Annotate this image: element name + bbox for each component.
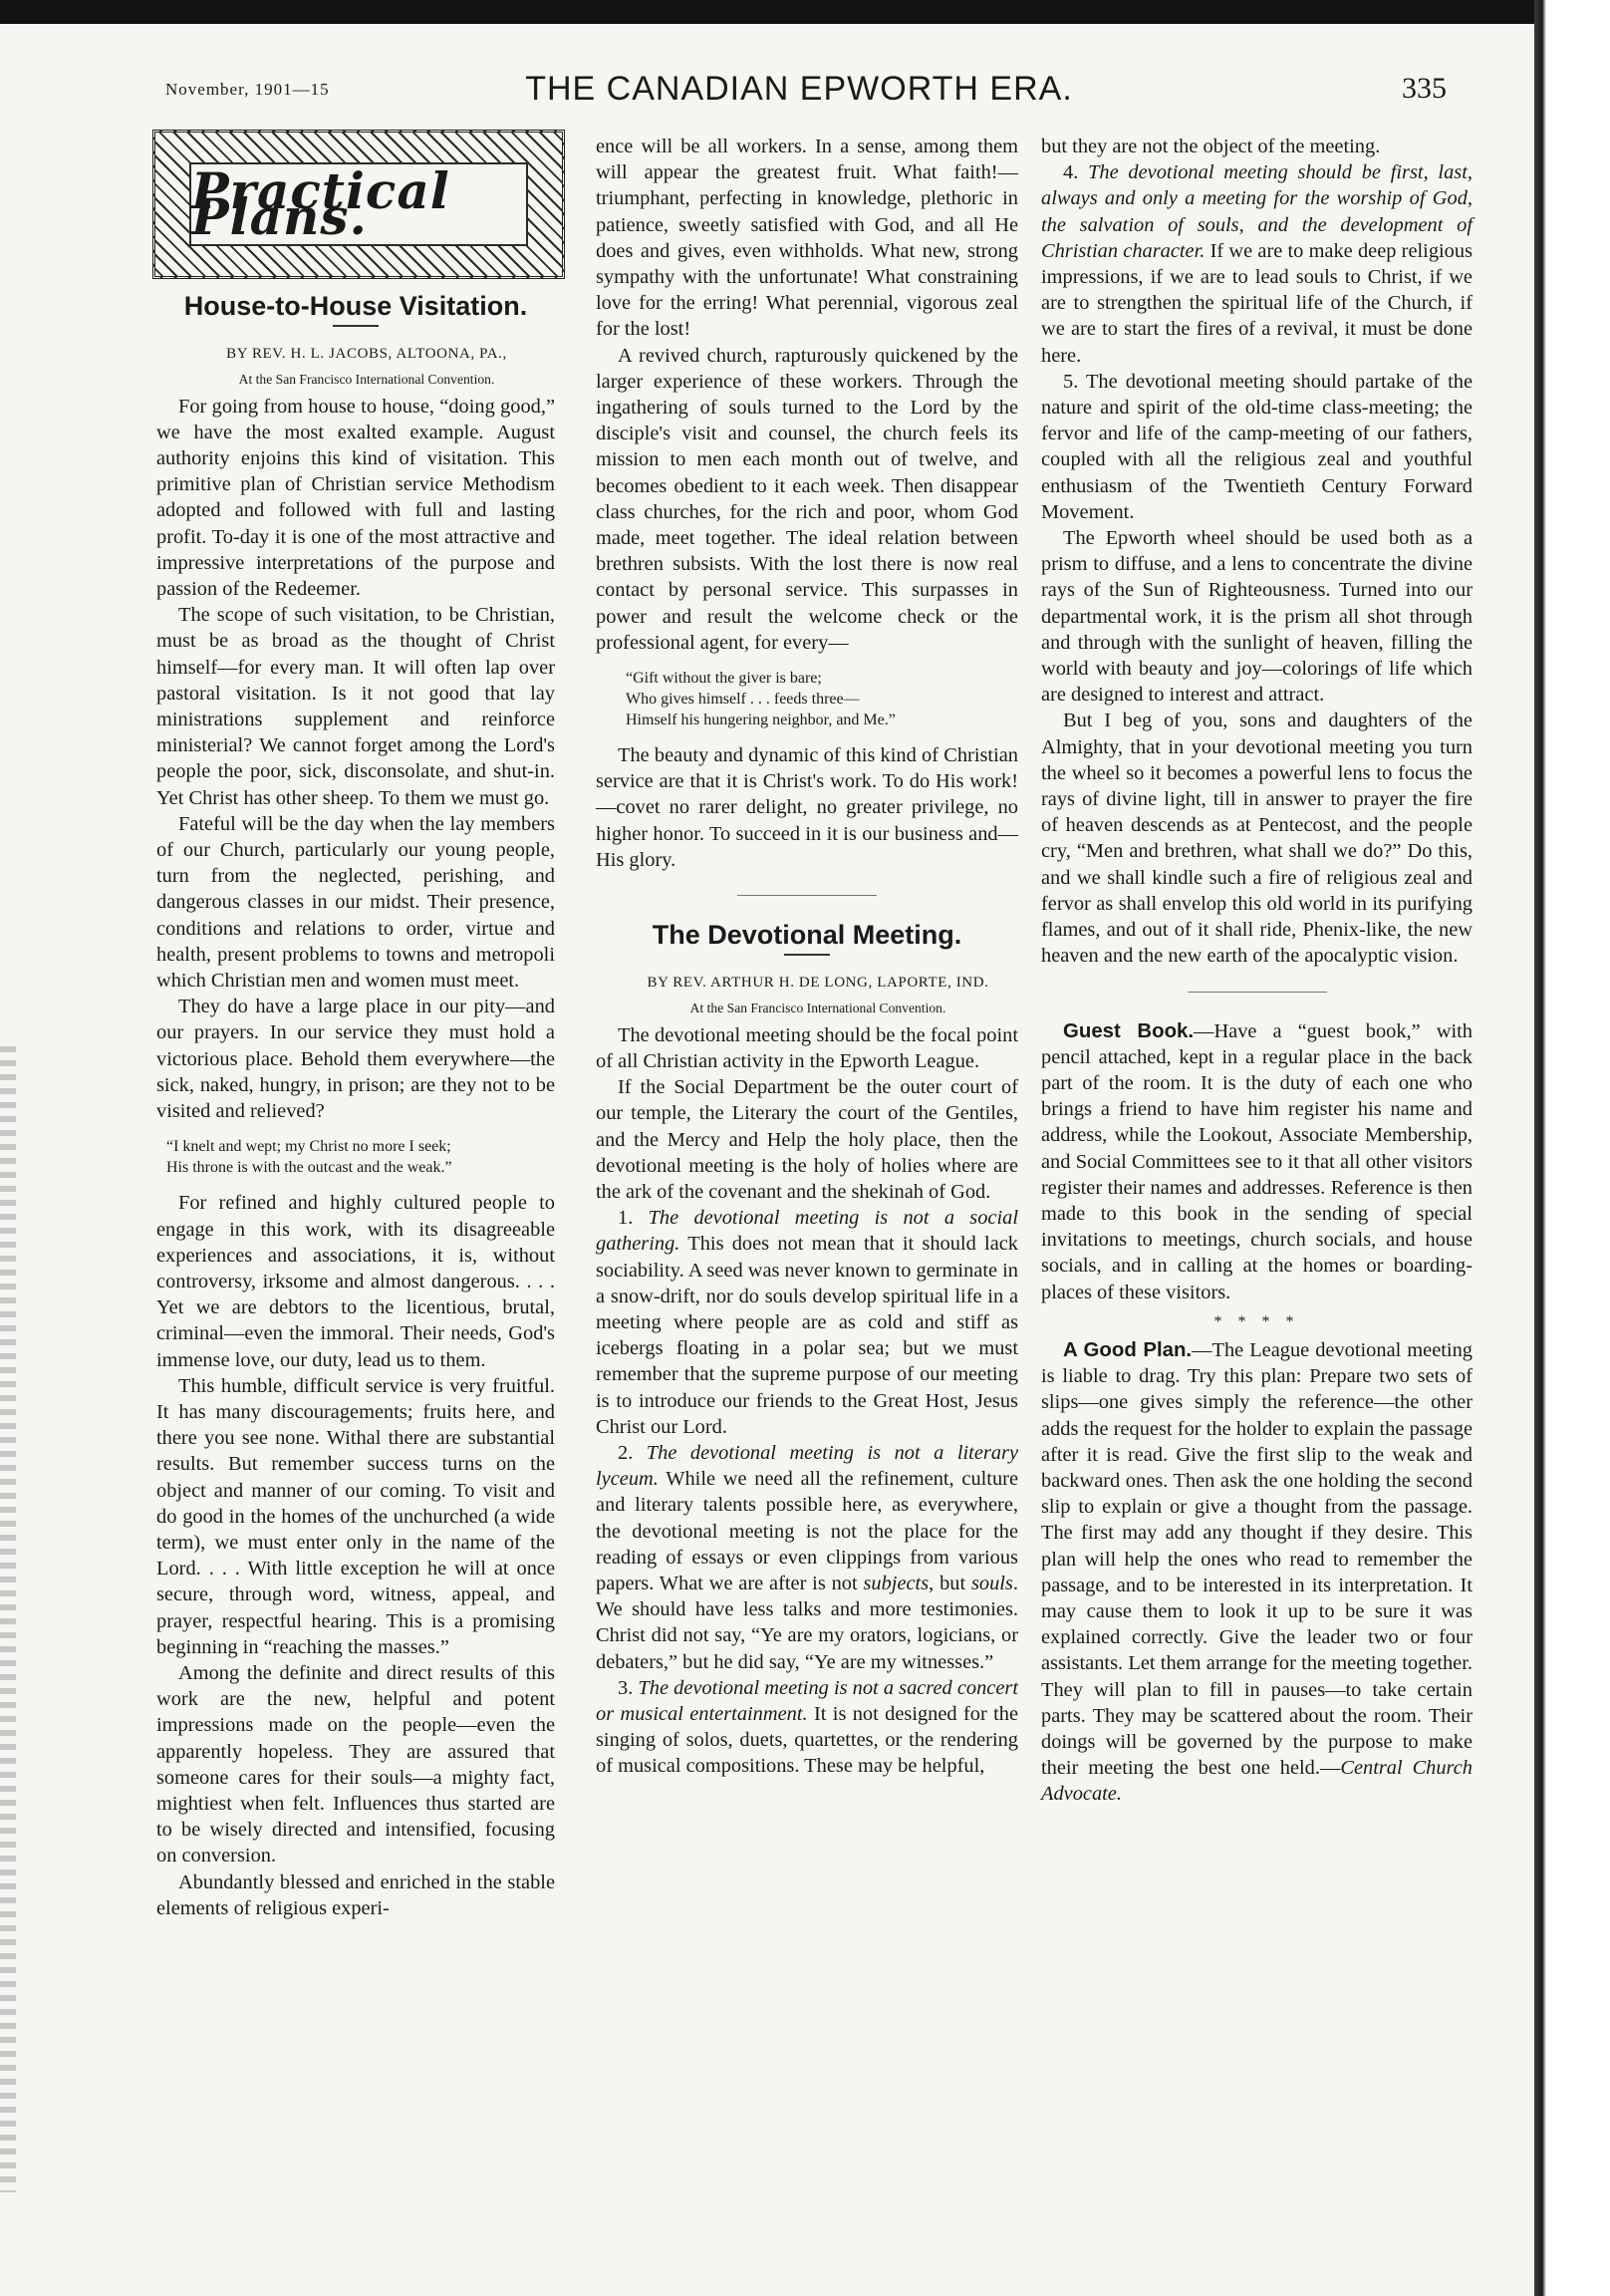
- paragraph: For going from house to house, “doing good,” we have the most exalted example. August authority enjoins this kind of visitation. This primitive plan of Christian service Methodism adopted and followed with full and lasting profit. To-day it is one of the most attractive and impressive interpretations of the purpose and passion of the Redeemer.: [156, 395, 555, 601]
- source-credit: Central Church Advocate.: [1041, 1757, 1473, 1806]
- article-title-house-visitation: House-to-House Visitation.: [183, 291, 528, 321]
- title-rule: [784, 954, 830, 956]
- column-3: [1041, 134, 1473, 1808]
- verse-line: Himself his hungering neighbor, and Me.”: [626, 712, 896, 729]
- article-divider: [737, 895, 877, 896]
- item-heading: A Good Plan.: [1063, 1338, 1193, 1361]
- paragraph: [596, 1440, 1018, 1675]
- article-title-devotional-meeting: The Devotional Meeting.: [652, 920, 962, 951]
- emphasis: The devotional meeting is not a sacred concert or musical entertainment.: [596, 1676, 1018, 1725]
- byline: BY REV. ARTHUR H. DE LONG, LAPORTE, IND.: [647, 975, 989, 992]
- paragraph-text: It is not designed for the singing of solos, duets, quartettes, or the rendering of musical compositions. These may be helpful,: [596, 1702, 1019, 1778]
- separator-stars: * * * *: [1213, 1312, 1300, 1330]
- paragraph: ence will be all workers. In a sense, among them will appear the greatest fruit. What faith!—triumphant, perfecting in knowledge, plethoric in patience, sweetly satisfied with God, and all He does and gives, even withholds. What new, strong sympathy with the unfortunate! What constraining love for the erring! What perennial, vigorous zeal for the lost!: [596, 136, 1018, 341]
- emphasis: The devotional meeting is not a social gathering.: [596, 1207, 1018, 1256]
- verse-line: “I knelt and wept; my Christ no more I seek;: [166, 1138, 451, 1156]
- column-2: [596, 134, 1018, 1780]
- verse-line: “Gift without the giver is bare;: [626, 670, 822, 688]
- paragraph: The scope of such visitation, to be Christian, must be as broad as the thought of Christ himself—for every man. It will often lap over pastoral visitation. Is it not good that lay ministrations supplement and reinforce ministerial? We cannot forget among the Lord's people the poor, sick, disconsolate, and shut-in. Yet Christ has other sheep. To them we must go.: [156, 604, 555, 809]
- byline: BY REV. H. L. JACOBS, ALTOONA, PA.,: [226, 346, 507, 363]
- verse-line: Who gives himself . . . feeds three—: [626, 691, 860, 709]
- paragraph: Fateful will be the day when the lay members of our Church, particularly our young people, turn from the neglected, perishing, and dangerous classes in our midst. Their presence, conditions and relations to order, virtue and health, present problems to towns and metropoli which Christian men and women must meet.: [156, 812, 555, 993]
- paragraph: The devotional meeting should be the focal point of all Christian activity in the Epworth League.: [596, 1023, 1018, 1072]
- list-number: 2.: [618, 1441, 647, 1464]
- issue-date: November, 1901—15: [165, 80, 330, 99]
- convention-note: At the San Francisco International Convention.: [689, 1001, 946, 1016]
- paragraph: The Epworth wheel should be used both as a prism to diffuse, and a lens to concentrate the divine rays of the Sun of Righteousness. Turned into our departmental work, it is the prism all shot through and through with the sunlight of heaven, filling the world with beauty and joy—colorings of life which are designed to interest and attract.: [1041, 527, 1473, 707]
- paragraph: If the Social Department be the outer court of our temple, the Literary the court of the Gentiles, and the Mercy and Help the holy place, then the devotional meeting is the holy of holies where are the ark of the covenant and the shekinah of God.: [596, 1076, 1018, 1203]
- emphasis: The devotional meeting is not a literary lyceum.: [596, 1441, 1018, 1491]
- publication-title: THE CANADIAN EPWORTH ERA.: [525, 70, 1073, 108]
- paragraph-text: This does not mean that it should lack sociability. A seed was never known to germinate in a snow-drift, nor do souls develop spiritual life in a meeting where people are as cold and stiff as icebergs floating in a polar sea; but we must remember that the supreme purpose of our meeting is to introduce our friends to the Great Host, Jesus Christ our Lord.: [596, 1233, 1018, 1438]
- binding-stitches: [0, 1046, 16, 2192]
- paragraph: For refined and highly cultured people to engage in this work, with its disagreeable experiences and associations, it is, without controversy, irksome and almost dangerous. . . . Yet we are debtors to the licentious, brutal, criminal—even the immoral. Their needs, God's immense love, our duty, lead us to them.: [156, 1192, 555, 1371]
- paragraph: [596, 1205, 1018, 1440]
- paragraph: They do have a large place in our pity—and our prayers. In our service they must hold a victorious place. Behold them everywhere—the sick, naked, hungry, in prison; are they not to be visited and relieved?: [156, 996, 555, 1123]
- paragraph: Among the definite and direct results of this work are the new, helpful and potent impressions made on the people—even the apparently hopeless. They are assured that someone cares for their souls—a mighty fact, mightiest when felt. Influences thus started are to be wisely directed and intensified, focusing on conversion.: [156, 1661, 555, 1867]
- list-number: 3.: [618, 1676, 639, 1699]
- scan-top-border: [0, 0, 1534, 24]
- list-number: 1.: [618, 1207, 649, 1230]
- emphasis: The devotional meeting should be first, last, always and only a meeting for the worship of God, the salvation of souls, and the development of Christian character.: [1041, 161, 1473, 262]
- verse-line: His throne is with the outcast and the weak.”: [166, 1159, 452, 1177]
- list-number: 4.: [1063, 161, 1089, 184]
- paragraph-text: If we are to make deep religious impressions, if we are to lead souls to Christ, if we are to strengthen the spiritual life of the Church, if we are to start the fires of a revival, it must be done here.: [1041, 239, 1474, 367]
- title-rule: [333, 325, 379, 327]
- page-number: 335: [1402, 72, 1447, 105]
- paragraph-text: —The League devotional meeting is liable to drag. Try this plan: Prepare two sets of slips—one gives simply the reference—the other adds the request for the holder to explain the passage after it is read. Give the first slip to the weak and backward ones. Then ask the one holding the second slip to explain or give a thought from the passage. The first may add any thought if they desire. This plan will help the ones who read to remember the passage, and to be interested in its interpretation. It may cause them to look it up to be sure it was explained correctly. Give the leader two or four assistants. Let them arrange for the meeting together. They will plan to fill in pauses—to take certain parts. They may be scattered about the room. Their doings will be governed by the purpose to make their meeting the best one held.—: [1041, 1338, 1473, 1780]
- emphasis: souls: [970, 1572, 1013, 1594]
- paragraph: [1041, 159, 1473, 369]
- paragraph-text: . We should have less talks and more testimonies. Christ did not say, “Ye are my orators, logicians, or debaters,” but he did say, “Ye are my witnesses.”: [596, 1572, 1018, 1673]
- section-banner: [152, 130, 565, 279]
- paragraph: This humble, difficult service is very fruitful. It has many discouragements; fruits here, and there you see none. Withal there are substantial results. But remember success turns on the object and manner of our coming. To visit and do good in the homes of the unchurched (a wide term), we must enter only in the name of the Lord. . . . With little exception he will at once secure, through word, witness, appeal, and prayer, respectful hearing. This is a promising beginning in “reaching the masses.”: [156, 1374, 555, 1658]
- page-edge: [1534, 0, 1610, 2296]
- paragraph-text: —Have a “guest book,” with pencil attached, kept in a regular place in the back part of the room. It is the duty of each one who brings a friend to have him register his name and address, while the Lookout, Associate Membership, and Social Committees see to it that all other visitors register their names and addresses. Reference is then made to this book in the sending of special invitations to meetings, church socials, and house socials, and in calling at the homes or boarding-places of these visitors.: [1041, 1019, 1473, 1303]
- article-divider: [1188, 992, 1327, 993]
- paragraph-text: While we need all the refinement, culture and literary talents possible here, as everywhere, the devotional meeting is not the place for the reading of essays or even clippings from various papers. What we are after is not: [596, 1468, 1018, 1594]
- verse-quote: [626, 668, 1018, 730]
- paragraph-guest-book: [1041, 1018, 1473, 1305]
- paragraph: But I beg of you, sons and daughters of the Almighty, that in your devotional meeting you turn the wheel so it becomes a powerful lens to focus the rays of divine light, till in answer to prayer the fire of heaven descends as at Pentecost, and the people cry, “Men and brethren, what shall we do?” Do this, and we shall kindle such a fire of religious zeal and fervor as shall envelop this old world in its purifying flames, and out of it shall ride, Phenix-like, the new heaven and the new earth of the apocalyptic vision.: [1041, 710, 1473, 968]
- paragraph: A revived church, rapturously quickened by the larger experience of these workers. Through the ingathering of souls turned to the Lord by the disciple's visit and counsel, the church feels its mission to men each month out of twelve, and becomes obedient to it each week. Then disappear class churches, for the rich and poor, whom God made, meet together. The ideal relation between brethren subsists. With the lost there is now real contact by personal service. This surpasses in power and result the welcome check or the professional agent, for every—: [596, 344, 1018, 654]
- emphasis: subjects: [863, 1572, 930, 1594]
- item-heading: Guest Book.: [1063, 1019, 1195, 1042]
- convention-note: At the San Francisco International Convention.: [238, 372, 495, 388]
- verse-quote: [166, 1136, 555, 1178]
- paragraph-text: , but: [929, 1572, 971, 1594]
- paragraph: but they are not the object of the meeting.: [1041, 136, 1381, 157]
- paragraph: The beauty and dynamic of this kind of Christian service are that it is Christ's work. To do His work!—covet no rarer delight, no greater privilege, no higher honor. To succeed in it is our business and—His glory.: [596, 744, 1018, 871]
- paragraph: 5. The devotional meeting should partake of the nature and spirit of the old-time class-meeting; the fervor and life of the camp-meeting of our fathers, coupled with all the religious zeal and youthful enthusiasm of the Twentieth Century Forward Movement.: [1041, 370, 1473, 523]
- page-header: [151, 70, 1447, 110]
- paragraph-good-plan: [1041, 1337, 1473, 1808]
- paragraph: [596, 1675, 1018, 1780]
- column-1: [156, 130, 555, 1921]
- section-banner-title: Practical Plans.: [189, 162, 528, 246]
- paragraph: Abundantly blessed and enriched in the stable elements of religious experi-: [156, 1870, 555, 1919]
